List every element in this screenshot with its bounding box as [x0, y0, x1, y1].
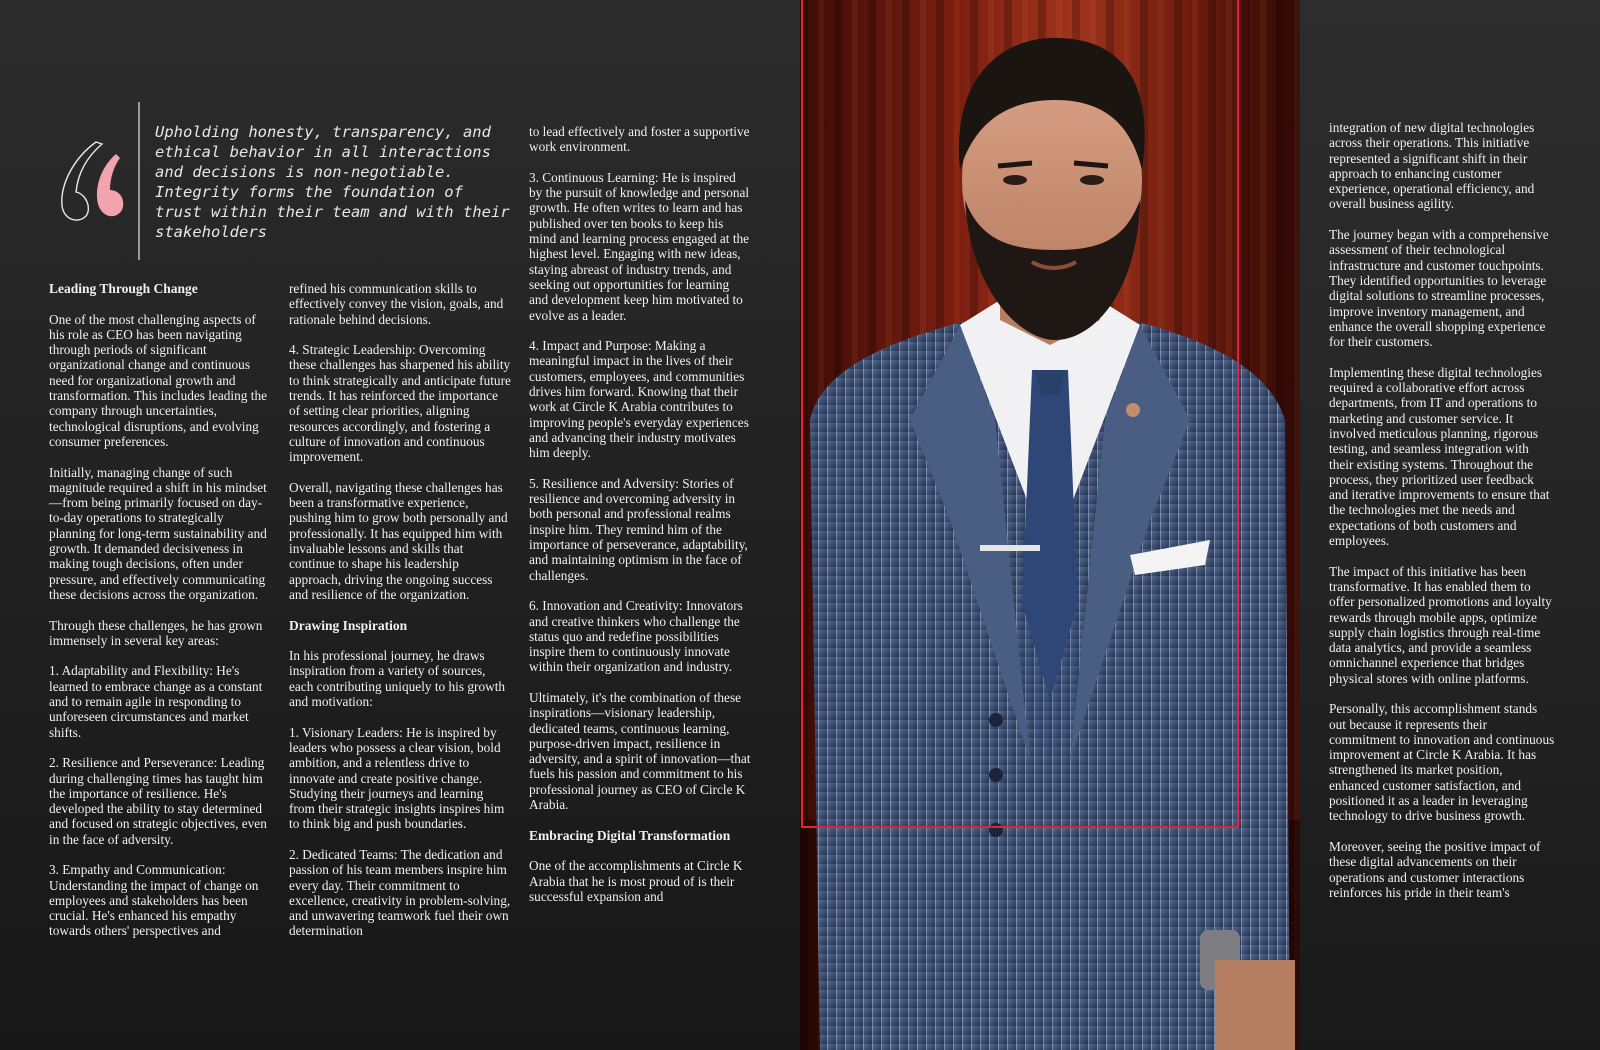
paragraph: Through these challenges, he has grown immensely in several key areas: — [49, 617, 263, 648]
paragraph: refined his communication skills to effectively convey the vision, goals, and rationale behind decisions. — [289, 281, 504, 327]
paragraph: Ultimately, it's the combination of these inspirations—visionary leadership, dedicated teams, continuous learning, purpose-driven impact, resilience in adversity, and a spirit of innovation—that fuels his passion and commitment to his professional journey as CEO of Circle K Arabia. — [529, 689, 751, 813]
section-heading: Leading Through Change — [49, 281, 198, 296]
article-column-2 — [289, 281, 511, 954]
paragraph: The journey began with a comprehensive assessment of their technological infrastructure and customer touchpoints. They identified opportunities to leverage digital solutions to streamline processes, improve inventory management, and enhance the overall shopping experience for their customers. — [1329, 227, 1549, 350]
quote-mark-icon — [56, 132, 128, 228]
paragraph: 4. Impact and Purpose: Making a meaningful impact in the lives of their customers, employees, and communities drives him forward. Knowing that their work at Circle K Arabia contributes to improving people's everyday experiences and advancing their industry motivates him deeply. — [529, 338, 749, 461]
paragraph: One of the most challenging aspects of his role as CEO has been navigating through periods of significant organizational change and continuous need for organizational growth and transformation. This includes leading the company through uncertainties, technological disruptions, and evolving consumer preferences. — [49, 311, 267, 449]
paragraph: 2. Dedicated Teams: The dedication and passion of his team members inspire him every day. Their commitment to excellence, creativity in problem-solving, and unwavering teamwork fuel their own determination — [289, 846, 511, 939]
paragraph: Implementing these digital technologies required a collaborative effort across departments, from IT and operations to marketing and customer service. It involved meticulous planning, rigorous testing, and seamless integration with their existing systems. Throughout the process, they prioritized user feedback and iterative improvements to ensure that the technologies met the needs and expectations of both customers and employees. — [1329, 364, 1550, 549]
paragraph: 3. Empathy and Communication: Understanding the impact of change on employees and stakeholders has been crucial. He's enhanced his empathy towards others' perspectives and — [49, 862, 259, 939]
article-column-4 — [1329, 120, 1555, 915]
paragraph: 3. Continuous Learning: He is inspired by the pursuit of knowledge and personal growth. He often writes to learn and has published over ten books to keep his mind and learning process engaged at the highest level. Engaging with new ideas, staying abreast of industry trends, and seeking out opportunities for learning and development keep him motivated to evolve as a leader. — [529, 169, 750, 323]
paragraph: Personally, this accomplishment stands out because it represents their commitment to innovation and continuous improvement at Circle K Arabia. It has strengthened its market position, enhanced customer satisfaction, and positioned it as a leader in leveraging technology to drive business growth. — [1329, 701, 1555, 824]
paragraph: 1. Visionary Leaders: He is inspired by leaders who possess a clear vision, bold ambition, and a relentless drive to innovate and create positive change. Studying their journeys and learning from their strategic insights inspires him to think big and push boundaries. — [289, 724, 505, 832]
article-column-1 — [49, 281, 271, 954]
pull-quote: Upholding honesty, transparency, and ethical behavior in all interactions and decisions is non-negotiable. Integrity forms the foundation of trust within their team and with their stakeholders — [155, 123, 510, 241]
paragraph: Overall, navigating these challenges has been a transformative experience, pushing him to grow both personally and professionally. It has equipped him with invaluable lessons and skills that continue to shape his leadership approach, driving the ongoing success and resilience of the organization. — [289, 479, 508, 602]
paragraph: 1. Adaptability and Flexibility: He's learned to embrace change as a constant and to remain agile in responding to unforeseen circumstances and market shifts. — [49, 663, 263, 740]
paragraph: Moreover, seeing the positive impact of these digital advancements on their operations and customer interactions reinforces his pride in their team's — [1329, 838, 1541, 900]
paragraph: to lead effectively and foster a supportive work environment. — [529, 124, 750, 155]
paragraph: The impact of this initiative has been transformative. It has enabled them to offer personalized promotions and loyalty rewards through mobile apps, optimize supply chain logistics through real-time data analytics, and provide a seamless omnichannel experience that bridges physical stores with online platforms. — [1329, 563, 1552, 686]
paragraph: Initially, managing change of such magnitude required a shift in his mindset—from being primarily focused on day-to-day operations to strategically planning for long-term sustainability and growth. It demanded decisiveness in making tough decisions, often under pressure, and effectively communicating these decisions across the organization. — [49, 464, 267, 602]
paragraph: 2. Resilience and Perseverance: Leading during challenging times has taught him the importance of resilience. He's developed the ability to stay determined and focused on strategic objectives, even in the face of adversity. — [49, 755, 267, 847]
quote-divider — [138, 102, 140, 260]
paragraph: 6. Innovation and Creativity: Innovators and creative thinkers who challenge the status quo and redefine possibilities inspire them to continuously innovate within their organization and industry. — [529, 598, 743, 675]
paragraph: One of the accomplishments at Circle K Arabia that he is most proud of is their successful expansion and — [529, 858, 743, 904]
paragraph: 4. Strategic Leadership: Overcoming these challenges has sharpened his ability to think strategically and anticipate future trends. It has reinforced the importance of setting clear priorities, aligning resources accordingly, and fostering a culture of innovation and continuous improvement. — [289, 342, 511, 465]
paragraph: 5. Resilience and Adversity: Stories of resilience and overcoming adversity in both personal and professional realms inspire him. They remind him of the importance of perseverance, adaptability, and maintaining optimism in the face of challenges. — [529, 475, 748, 583]
paragraph: integration of new digital technologies across their operations. This initiative represented a significant shift in their approach to enhancing customer experience, operational efficiency, and overall business agility. — [1329, 120, 1535, 212]
article-column-3 — [529, 124, 751, 919]
paragraph: In his professional journey, he draws inspiration from a variety of sources, each contributing uniquely to his growth and motivation: — [289, 648, 506, 710]
ceo-portrait — [800, 0, 1300, 1050]
section-heading: Embracing Digital Transformation — [529, 827, 731, 843]
section-heading: Drawing Inspiration — [289, 617, 408, 633]
